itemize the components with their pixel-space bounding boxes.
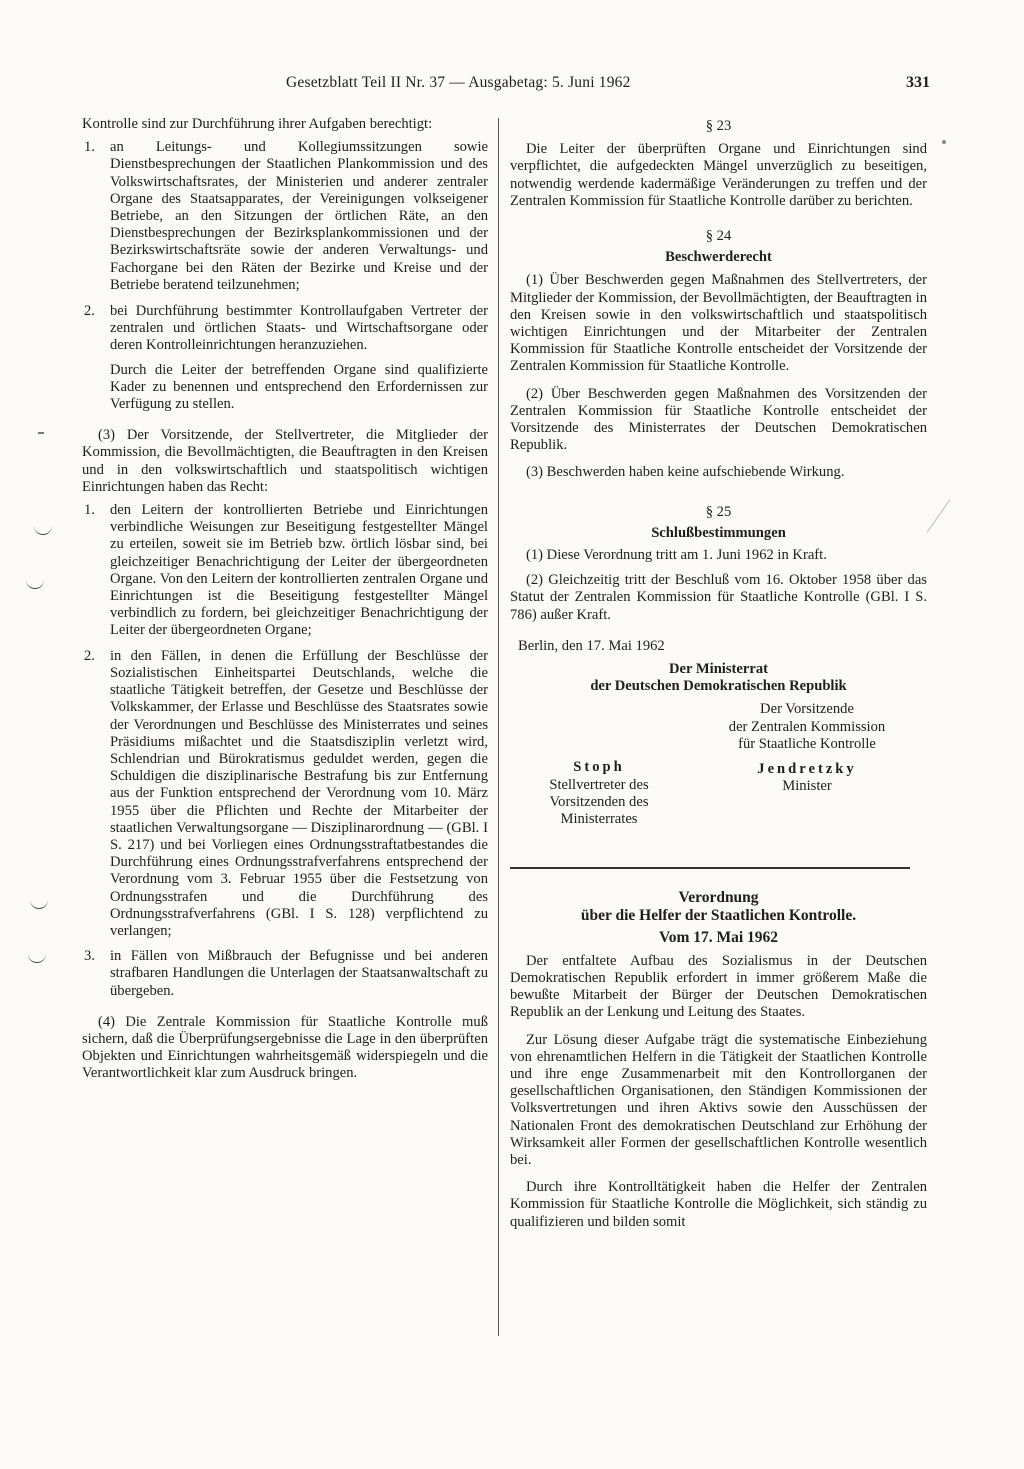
signature-block: [510, 695, 927, 865]
list-text: in den Fällen, in denen die Erfüllung der Beschlüsse der Sozialistischen Einheitspartei Deutschlands, welche die staatliche Tätigkeit betreffen, der Gesetze und Beschlüsse der Volkskammer, der Erlasse und Beschlüsse des Staatsrates sowie der Verordnungen und Beschlüsse des Ministerrates und seines Präsidiums mißachtet und die Staatsdisziplin verletzt wird, Schlendrian und Bürokratismus geduldet werden, gegen die Schuldigen die disziplinarische Bestrafung bis zur Entfernung aus der Funktion entsprechend der Verordnung vom 10. März 1955 über die Pflichten und Rechte der Mitarbeiter der staatlichen Verwaltungsorgane — Disziplinarordnung — (GBl. I S. 217) und bei Vorliegen eines Ordnungsstraftatbestandes die Durchführung eines Ordnungsstrafverfahrens entsprechend der Verordnung vom 3. Februar 1955 über die Festsetzung von Ordnungsstrafen und die Durchführung des Ordnungsstrafverfahrens (GBl. I S. 128) verpflichtend zu verlangen;: [110, 647, 488, 939]
sub-paragraph: Durch die Leiter der betreffenden Organe sind qualifizierte Kader zu benennen und entsprechend den Erfordernissen zur Verfügung zu stellen.: [110, 361, 488, 413]
section-25-heading: § 25: [705, 503, 732, 520]
page-header: [60, 74, 930, 98]
list-item: [82, 139, 488, 294]
list-number: 2.: [84, 647, 95, 664]
section-24-para-1: (1) Über Beschwerden gegen Maßnahmen des Stellvertreters, der Mitglieder der Kommission, der Bevollmächtigten, der Beauftragten in den Kreisen sowie in den volkswirtschaftlich und staatspolitisch wichtigen Einrichtungen und der Mitarbeiter der Zentralen Kommission für Staatliche Kontrolle entscheidet der Vorsitzende der Zentralen Kommission für Staatliche Kontrolle.: [510, 272, 927, 375]
section-23-heading: § 23: [705, 118, 732, 134]
list-item: [82, 648, 488, 940]
government-line-1: Der Ministerrat: [668, 661, 768, 678]
signatory-title: der Zentralen Kommission: [728, 718, 886, 735]
ordinance-title-line-2: über die Helfer der Staatlichen Kontrolle.: [580, 907, 857, 925]
list-text: in Fällen von Mißbrauch der Befugnisse und bei anderen strafbaren Handlungen die Unterlagen der Staatsanwaltschaft zu übergeben.: [110, 948, 488, 999]
signatory-role: Ministerrates: [560, 811, 638, 828]
header-title: Gesetzblatt Teil II Nr. 37 — Ausgabetag: 5. Juni 1962: [286, 74, 631, 91]
paragraph-4: (4) Die Zentrale Kommission für Staatliche Kontrolle muß sichern, daß die Überprüfungsergebnisse die Lage in den überprüften Objekten und Einrichtungen wahrheitsgemäß widerspiegeln und die Verantwortlichkeit klar zum Ausdruck bringen.: [82, 1013, 488, 1082]
list-item: [82, 303, 488, 355]
list-text: bei Durchführung bestimmter Kontrollaufgaben Vertreter der zentralen und örtlichen Staats- und Wirtschaftsorgane oder deren Kontrolleinrichtungen heranzuziehen.: [110, 303, 488, 354]
ordinance-title-line-1: Verordnung: [678, 889, 759, 907]
list-text: an Leitungs- und Kollegiumssitzungen sowie Dienstbesprechungen der Staatlichen Plankommission und des Volkswirtschaftsrates, der Ministerien und anderer zentraler Organe des Staatsapparates, der Vereinigungen volkseigener Betriebe, an den Sitzungen der örtlichen Räte, an den Dienstbesprechungen der Bezirksplankommissionen und der Bezirkswirtschaftsräte sowie der anderen Verwaltungs- und Fachorgane bei den Räten der Bezirke und Kreise und der Betriebe beratend teilzunehmen;: [110, 139, 488, 293]
section-rule: [510, 867, 910, 869]
signatory-right: [700, 701, 914, 795]
margin-mark: [30, 898, 48, 909]
signatory-left: [524, 759, 674, 828]
ordinance-para-3: Durch ihre Kontrolltätigkeit haben die Helfer der Zentralen Kommission für Staatliche Kontrolle die Möglichkeit, sich ständig zu qualifizieren und bilden somit: [510, 1179, 927, 1230]
margin-mark: [28, 952, 46, 963]
ordinance-para-2: Zur Lösung dieser Aufgabe trägt die systematische Einbeziehung von ehrenamtlichen Helfern in die Tätigkeit der Staatlichen Kontrolle und ihre enge Zusammenarbeit mit den Kontrollorganen der gesellschaftlichen Organisationen, den Ständigen Kommissionen der Volksvertretungen und ihren Aktivs sowie den Ausschüssen der Nationalen Front des demokratischen Deutschland zur Erhöhung der Wirksamkeit aller Formen der gesellschaftlichen Kontrolle wesentlich bei.: [510, 1031, 927, 1168]
margin-mark: [34, 524, 52, 535]
list-text: den Leitern der kontrollierten Betriebe und Einrichtungen verbindliche Weisungen zur Beseitigung festgestellter Mängel zu erteilen, soweit sie im Betrieb bzw. örtlich lösbar sind, bei gleichzeitiger Benachrichtigung der Leiter der übergeordneten Organe. Von den Leitern der kontrollierten zentralen Organe und Einrichtungen ist die Beseitigung festgestellter Mängel verbindlich zu fordern, bei gleichzeitiger Benachrichtigung der Leiter der übergeordneten Organe;: [110, 502, 488, 639]
date-line: Berlin, den 17. Mai 1962: [518, 637, 665, 654]
page-number: 331: [906, 74, 930, 91]
list-number: 1.: [84, 139, 95, 156]
signatory-role: Vorsitzenden des: [549, 793, 649, 810]
ordinance-date: Vom 17. Mai 1962: [658, 929, 779, 947]
signatory-title: für Staatliche Kontrolle: [738, 735, 876, 752]
intro-paragraph: Kontrolle sind zur Durchführung ihrer Aufgaben berechtigt:: [82, 116, 433, 132]
government-line-2: der Deutschen Demokratischen Republik: [590, 678, 847, 695]
left-column: [82, 116, 488, 1083]
ordinance-para-1: Der entfaltete Aufbau des Sozialismus in der Deutschen Demokratischen Republik erfordert in immer größerem Maße die bewußte Mitarbeit der Bürger der Deutschen Demokratischen Republik an der Lenkung und Leitung des Staates.: [510, 952, 927, 1021]
right-column: [510, 118, 927, 1231]
list-item: [82, 948, 488, 1000]
section-25-title: Schlußbestimmungen: [651, 524, 786, 541]
signatory-name: Jendretzky: [757, 761, 857, 778]
list-number: 3.: [84, 948, 95, 965]
ordinance-title: [510, 889, 927, 925]
paragraph-3: (3) Der Vorsitzende, der Stellvertreter, die Mitglieder der Kommission, die Bevollmächtigten, die Beauftragten in den Kreisen und in den volkswirtschaftlich und staatspolitisch wichtigen Einrichtungen haben das Recht:: [82, 427, 488, 495]
column-divider: [498, 118, 499, 1336]
signatory-name: Stoph: [573, 759, 625, 776]
section-25-para-2: (2) Gleichzeitig tritt der Beschluß vom 16. Oktober 1958 über das Statut der Zentralen Kommission für Staatliche Kontrolle (GBl. I S. 786) außer Kraft.: [510, 572, 927, 623]
section-24-heading: § 24: [705, 228, 732, 245]
list-number: 2.: [84, 303, 95, 320]
signatory-role: Minister: [782, 778, 832, 795]
signatory-role: Stellvertreter des: [549, 776, 649, 793]
section-24-para-2: (2) Über Beschwerden gegen Maßnahmen des Vorsitzenden der Zentralen Kommission für Staatliche Kontrolle entscheidet der Vorsitzende des Ministerrates der Deutschen Demokratischen Republik.: [510, 385, 927, 454]
signatory-title: Der Vorsitzende: [760, 701, 854, 718]
section-25-para-1: (1) Diese Verordnung tritt am 1. Juni 1962 in Kraft.: [526, 547, 827, 564]
section-24-para-3: (3) Beschwerden haben keine aufschiebende Wirkung.: [526, 464, 845, 481]
margin-mark: [26, 578, 44, 589]
section-24-title: Beschwerderecht: [665, 249, 772, 266]
list-item: [82, 502, 488, 640]
margin-dash: [38, 432, 44, 434]
margin-dot: [942, 140, 946, 144]
section-23-text: Die Leiter der überprüften Organe und Einrichtungen sind verpflichtet, die aufgedeckten Mängel unverzüglich zu beseitigen, notwendig werdende kadermäßige Veränderungen zu treffen und der Zentralen Kommission für Staatliche Kontrolle darüber zu berichten.: [510, 141, 927, 209]
margin-stroke: [927, 499, 951, 532]
list-number: 1.: [84, 502, 95, 519]
